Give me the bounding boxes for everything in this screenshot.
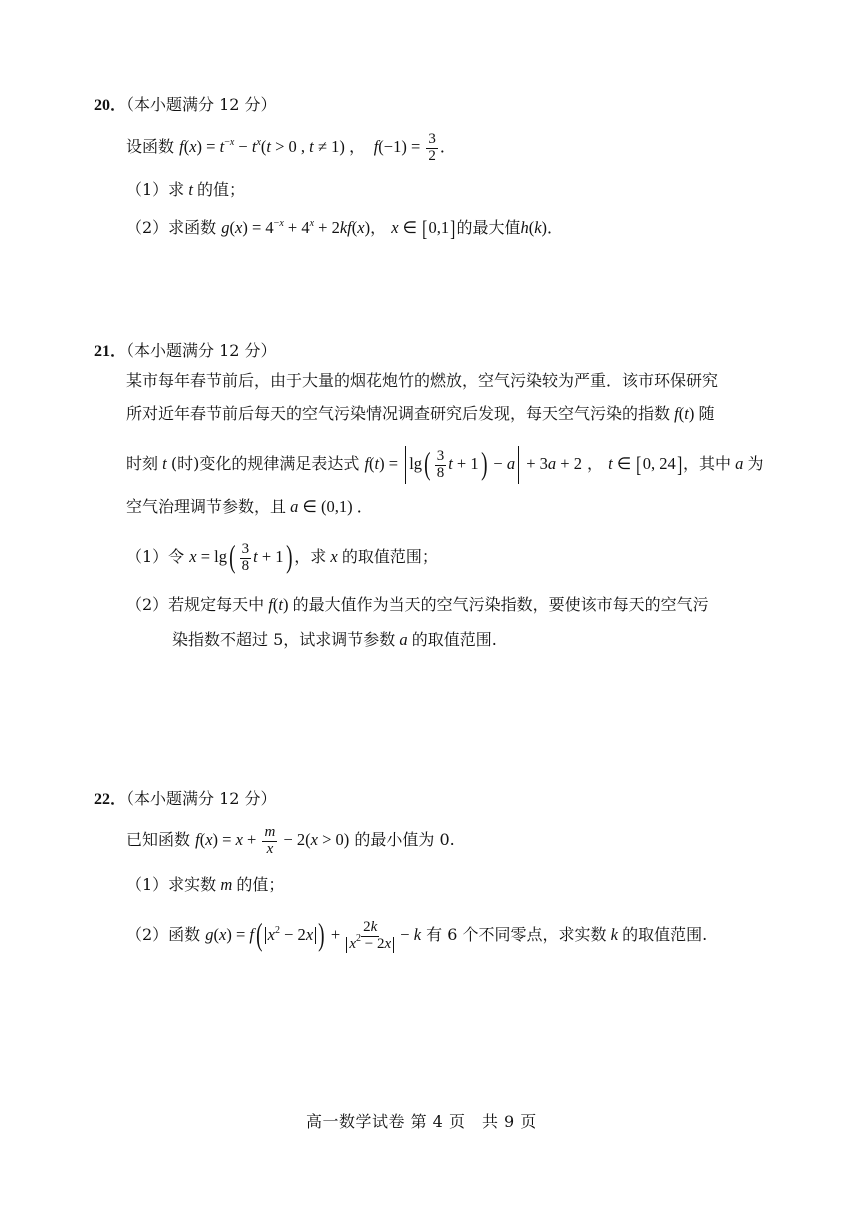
q22-number: 22． <box>94 791 127 808</box>
q22-g-formula: g(x) = f( $x^2 - 2x$ ) + $\frac{2k}{x^2 - 2x}$ − k <box>205 916 422 953</box>
q20-number: 20． <box>94 97 127 114</box>
q21-line2: 所对近年春节前后每天的空气污染情况调查研究后发现，每天空气污染的指数 f(t) 随 <box>126 404 715 423</box>
q22-intro: 已知函数 f(x) = x + $\frac{m}{x}$ − 2(x > 0) 的最小值为 0. <box>126 824 455 857</box>
q21-number: 21． <box>94 343 127 360</box>
q21-score: （本小题满分 12 分） <box>126 341 277 360</box>
q21-heading <box>94 343 277 360</box>
q21-part1: （1）令 x = lg( $\frac{3}{8}$ t + 1) ，求 x 的取值范围； <box>126 538 438 575</box>
q22-heading <box>94 791 277 808</box>
q22-part1: （1）求实数 m 的值； <box>126 875 285 894</box>
q21-part2-cont: 染指数不超过 5，试求调节参数 a 的取值范围. <box>172 630 497 649</box>
q20-part2: （2）求函数 $g(x) = 4^{-x} + 4^x + 2kf(x)$， x ∈ [0,1]的最大值h(k)． <box>126 216 564 241</box>
q20-intro: 设函数 $f(x) = t^{-x} - t^x(t > 0$ , t ≠ 1) ， f(−1) = $\frac{3}{2}$ ． <box>126 131 456 164</box>
q21-formula: f(t) = lg( $\frac{3}{8}$ t + 1) − a + 3a + 2 <box>364 454 582 473</box>
q21-line3: 时刻 t (时)变化的规律满足表达式 f(t) = lg( $\frac{3}{8}$ t + 1) − a + 3a + 2 ， t ∈ [0, 24]，其中 a 为 <box>126 446 764 484</box>
q20-formula: $f(x) = t^{-x} - t^x(t > 0$ , t ≠ 1) ， f(−1) = $\frac{3}{2}$ <box>179 131 436 164</box>
q20-score: （本小题满分 12 分） <box>126 95 277 114</box>
q21-line4: 空气治理调节参数，且 a ∈ (0,1) ． <box>126 497 373 516</box>
q20-part1: （1）求 t 的值； <box>126 180 246 199</box>
q20-heading <box>94 97 277 114</box>
q21-line1: 某市每年春节前后，由于大量的烟花炮竹的燃放，空气污染较为严重．该市环保研究 <box>126 371 719 390</box>
q22-score: （本小题满分 12 分） <box>126 789 277 808</box>
q21-part2: （2）若规定每天中 f(t) 的最大值作为当天的空气污染指数，要使该市每天的空气污 <box>126 595 709 614</box>
q22-part2: （2）函数 g(x) = f( $x^2 - 2x$ ) + $\frac{2k}{x^2 - 2x}$ − k 有 6 个不同零点，求实数 k 的取值范围. <box>126 916 708 953</box>
page-footer: 高一数学试卷 第 4 页 共 9 页 <box>306 1112 537 1131</box>
q22-formula: f(x) = x + $\frac{m}{x}$ − 2(x > 0) <box>195 824 350 857</box>
